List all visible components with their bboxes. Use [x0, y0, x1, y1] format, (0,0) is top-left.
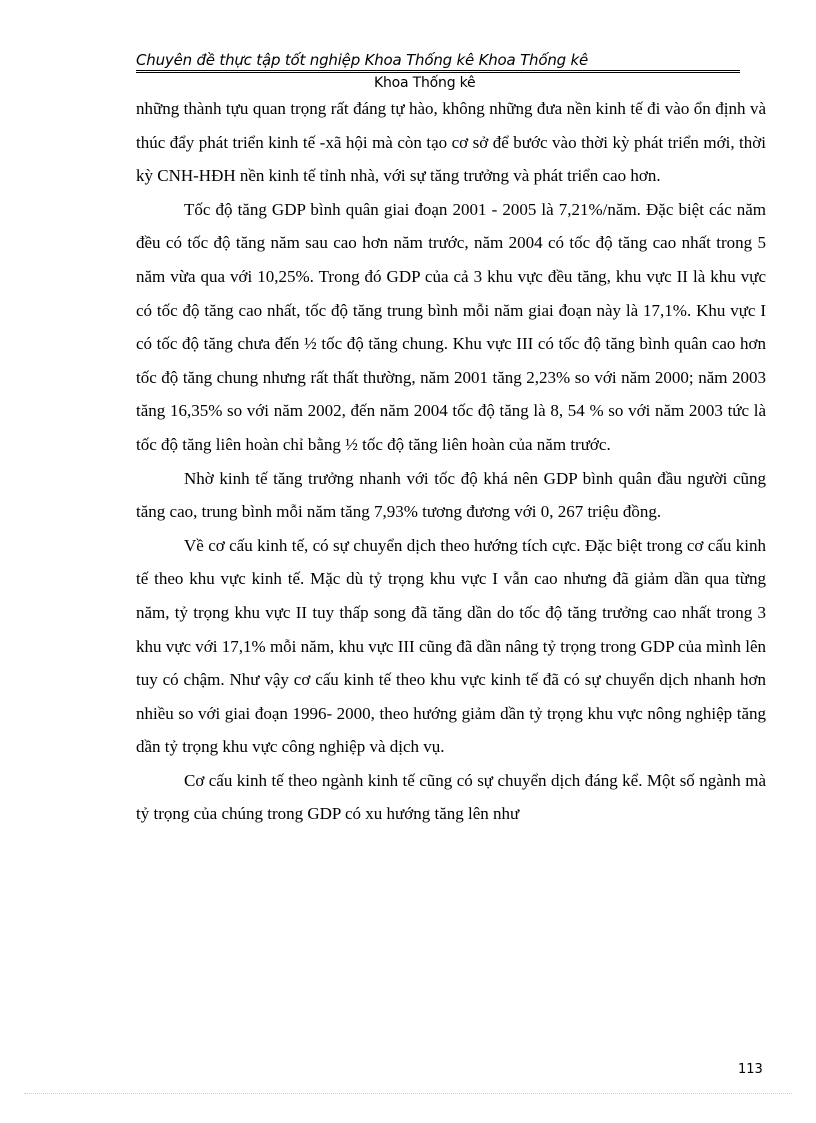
header-title: Chuyên đề thực tập tốt nghiệp Khoa Thống kê Khoa Thống kê — [136, 51, 589, 69]
paragraph-1: những thành tựu quan trọng rất đáng tự hào, không những đưa nền kinh tế đi vào ổn định và thúc đẩy phát triển kinh tế -xã hội mà còn tạo cơ sở để bước vào thời kỳ phát triển mới, thời kỳ CNH-HĐH nền kinh tế tỉnh nhà, với sự tăng trưởng và phát triển cao hơn. — [136, 99, 766, 186]
paragraph-5: Cơ cấu kinh tế theo ngành kinh tế cũng có sự chuyển dịch đáng kể. Một số ngành mà tỷ trọng của chúng trong GDP có xu hướng tăng lên như — [136, 770, 766, 824]
page-number: 113 — [738, 1062, 763, 1077]
footer-rule — [24, 1093, 792, 1094]
paragraph-2: Tốc độ tăng GDP bình quân giai đoạn 2001 - 2005 là 7,21%/năm. Đặc biệt các năm đều có tốc độ tăng năm sau cao hơn năm trước, năm 2004 có tốc độ tăng cao nhất trong 5 năm vừa qua với 10,25%. Trong đó GDP của cả 3 khu vực đều tăng, khu vực II là khu vực có tốc độ tăng cao nhất, tốc độ tăng trung bình mỗi năm giai đoạn này là 17,1%. Khu vực I có tốc độ tăng chưa đến ½ tốc độ tăng chung. Khu vực III có tốc độ tăng bình quân cao hơn tốc độ tăng chung nhưng rất thất thường, năm 2001 tăng 2,23% so với năm 2000; năm 2003 tăng 16,35% so với năm 2002, đến năm 2004 tốc độ tăng là 8, 54 % so với năm 2003 tức là tốc độ tăng liên hoàn chỉ bằng ½ tốc độ tăng liên hoàn của năm trước. — [136, 199, 766, 454]
paragraph-3: Nhờ kinh tế tăng trưởng nhanh với tốc độ khá nên GDP bình quân đầu người cũng tăng cao, trung bình mỗi năm tăng 7,93% tương đương với 0, 267 triệu đồng. — [136, 468, 766, 522]
body-text — [136, 92, 766, 831]
paragraph-4: Về cơ cấu kinh tế, có sự chuyển dịch theo hướng tích cực. Đặc biệt trong cơ cấu kinh tế theo khu vực kinh tế. Mặc dù tỷ trọng khu vực I vẫn cao nhưng đã giảm dần qua từng năm, tỷ trọng khu vực II tuy thấp song đã tăng dần do tốc độ tăng trưởng cao nhất trong 3 khu vực với 17,1% mỗi năm, khu vực III cũng đã dần nâng tỷ trọng trong GDP của mình lên tuy có chậm. Như vậy cơ cấu kinh tế theo khu vực kinh tế đã có sự chuyển dịch nhanh hơn nhiều so với giai đoạn 1996- 2000, theo hướng giảm dần tỷ trọng khu vực nông nghiệp tăng dần tỷ trọng khu vực công nghiệp và dịch vụ. — [136, 535, 766, 757]
page-header — [136, 50, 740, 91]
header-subtitle: Khoa Thống kê — [374, 75, 476, 91]
